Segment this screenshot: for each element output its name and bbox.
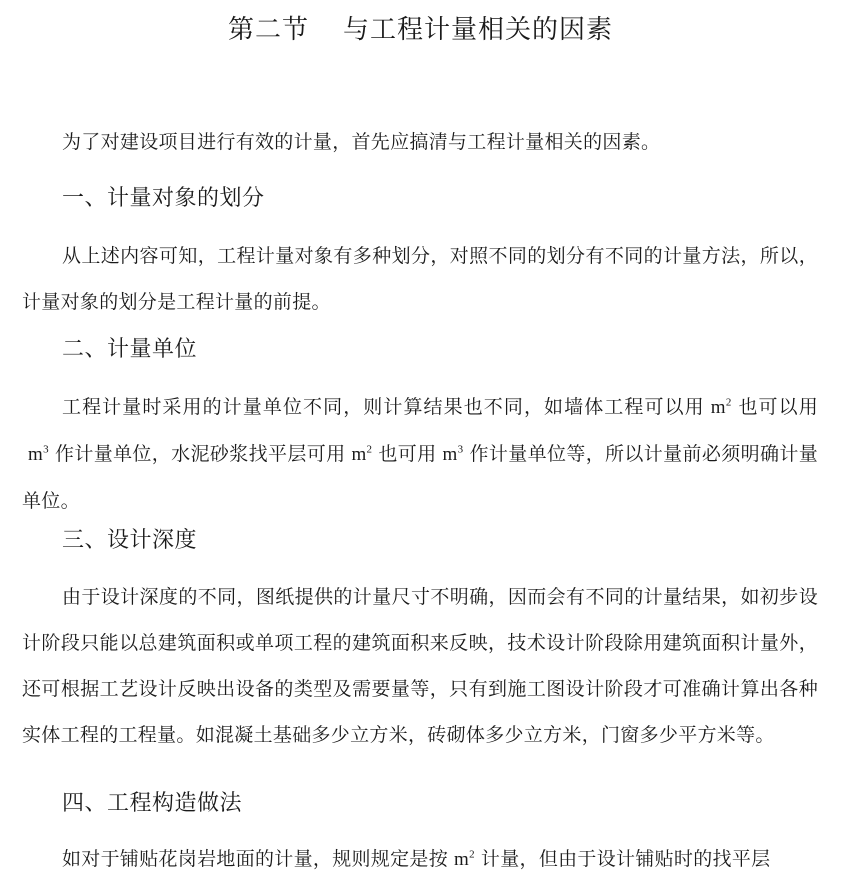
text-segment: 作计量单位，水泥砂浆找平层可用 (54, 443, 346, 465)
unit-square-meter: $m^2$ (710, 396, 732, 418)
unit-square-meter: $m^2$ (454, 848, 475, 870)
text-segment: 作计量单位等，所以计量前必须明确计量单位。 (22, 443, 819, 512)
paragraph-object-division: 从上述内容可知，工程计量对象有多种划分，对照不同的划分有不同的计量方法，所以，计量对象的划分是工程计量的前提。 (22, 245, 818, 313)
section-number: 第二节 (227, 15, 309, 45)
text-segment: 计量，但由于设计铺贴时的找平层 (480, 848, 771, 870)
paragraph-measurement-unit (22, 384, 818, 524)
heading-construction-method: 四、工程构造做法 (62, 791, 243, 816)
text-segment: 如对于铺贴花岗岩地面的计量，规则规定是按 (62, 848, 449, 870)
unit-square-meter: $m^2$ (351, 443, 373, 465)
text-segment: 也可以用 (737, 396, 818, 418)
paragraph-design-depth: 由于设计深度的不同，图纸提供的计量尺寸不明确，因而会有不同的计量结果，如初步设计阶段只能以总建筑面积或单项工程的建筑面积来反映，技术设计阶段除用建筑面积计量外，还可根据工艺设计反映出设备的类型及需要量等，只有到施工图设计阶段才可准确计算出各种实体工程的工程量。如混凝土基础多少立方米，砖砌体多少立方米，门窗多少平方米等。 (22, 586, 818, 746)
heading-design-depth: 三、设计深度 (62, 528, 198, 553)
page-title (0, 12, 841, 48)
intro-paragraph: 为了对建设项目进行有效的计量，首先应搞清与工程计量相关的因素。 (62, 131, 661, 153)
text-segment: 工程计量时采用的计量单位不同，则计算结果也不同，如墙体工程可以用 (62, 396, 705, 418)
unit-cubic-meter: $m^3$ (442, 443, 464, 465)
text-segment: 也可用 (378, 443, 437, 465)
unit-cubic-meter: $m^3$ (28, 443, 49, 465)
heading-object-division: 一、计量对象的划分 (62, 186, 265, 211)
paragraph-construction-method (22, 836, 818, 883)
heading-measurement-unit: 二、计量单位 (62, 337, 198, 362)
section-title: 与工程计量相关的因素 (343, 15, 614, 45)
